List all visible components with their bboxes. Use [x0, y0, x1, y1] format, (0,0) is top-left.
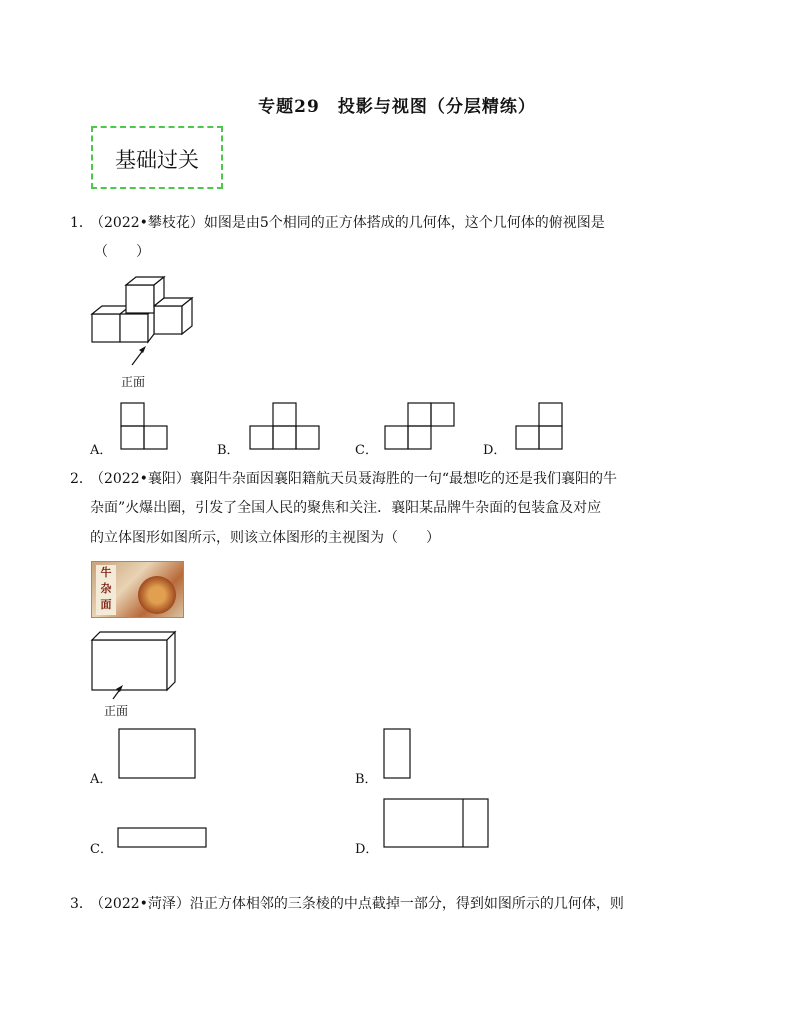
q1-option-c[interactable]: C．	[355, 443, 378, 458]
page-title: 专题29 投影与视图（分层精练）	[258, 97, 536, 117]
q2-option-a[interactable]: A．	[90, 772, 113, 787]
section-label: 基础过关	[115, 148, 199, 172]
q3-text: （2022•菏泽）沿正方体相邻的三条棱的中点截掉一部分，得到如图所示的几何体，则	[90, 896, 624, 912]
q1-number: 1．	[70, 215, 93, 231]
q1-paren: （ ）	[94, 244, 150, 260]
q2-option-c[interactable]: C．	[90, 842, 113, 857]
q2-option-d[interactable]: D．	[355, 842, 379, 857]
q2-number: 2．	[70, 471, 93, 487]
q1-option-d[interactable]: D．	[483, 443, 507, 458]
q2-front-label: 正面	[104, 704, 129, 718]
q1-option-b[interactable]: B．	[217, 443, 240, 458]
q2-line1: （2022•襄阳）襄阳牛杂面因襄阳籍航天员聂海胜的一句“最想吃的还是我们襄阳的牛	[90, 471, 618, 487]
q1-option-a[interactable]: A．	[90, 443, 113, 458]
q3-number: 3．	[70, 896, 93, 912]
q1-front-label: 正面	[121, 375, 146, 389]
q2-line2: 杂面”火爆出圈，引发了全国人民的聚焦和关注．襄阳某品牌牛杂面的包装盒及对应	[90, 500, 602, 516]
q2-option-b[interactable]: B．	[355, 772, 378, 787]
photo-brand-text: 牛杂面	[96, 565, 116, 615]
q1-text: （2022•攀枝花）如图是由5个相同的正方体搭成的几何体，这个几何体的俯视图是	[90, 215, 605, 231]
q2-line3: 的立体图形如图所示，则该立体图形的主视图为（ ）	[90, 530, 440, 546]
